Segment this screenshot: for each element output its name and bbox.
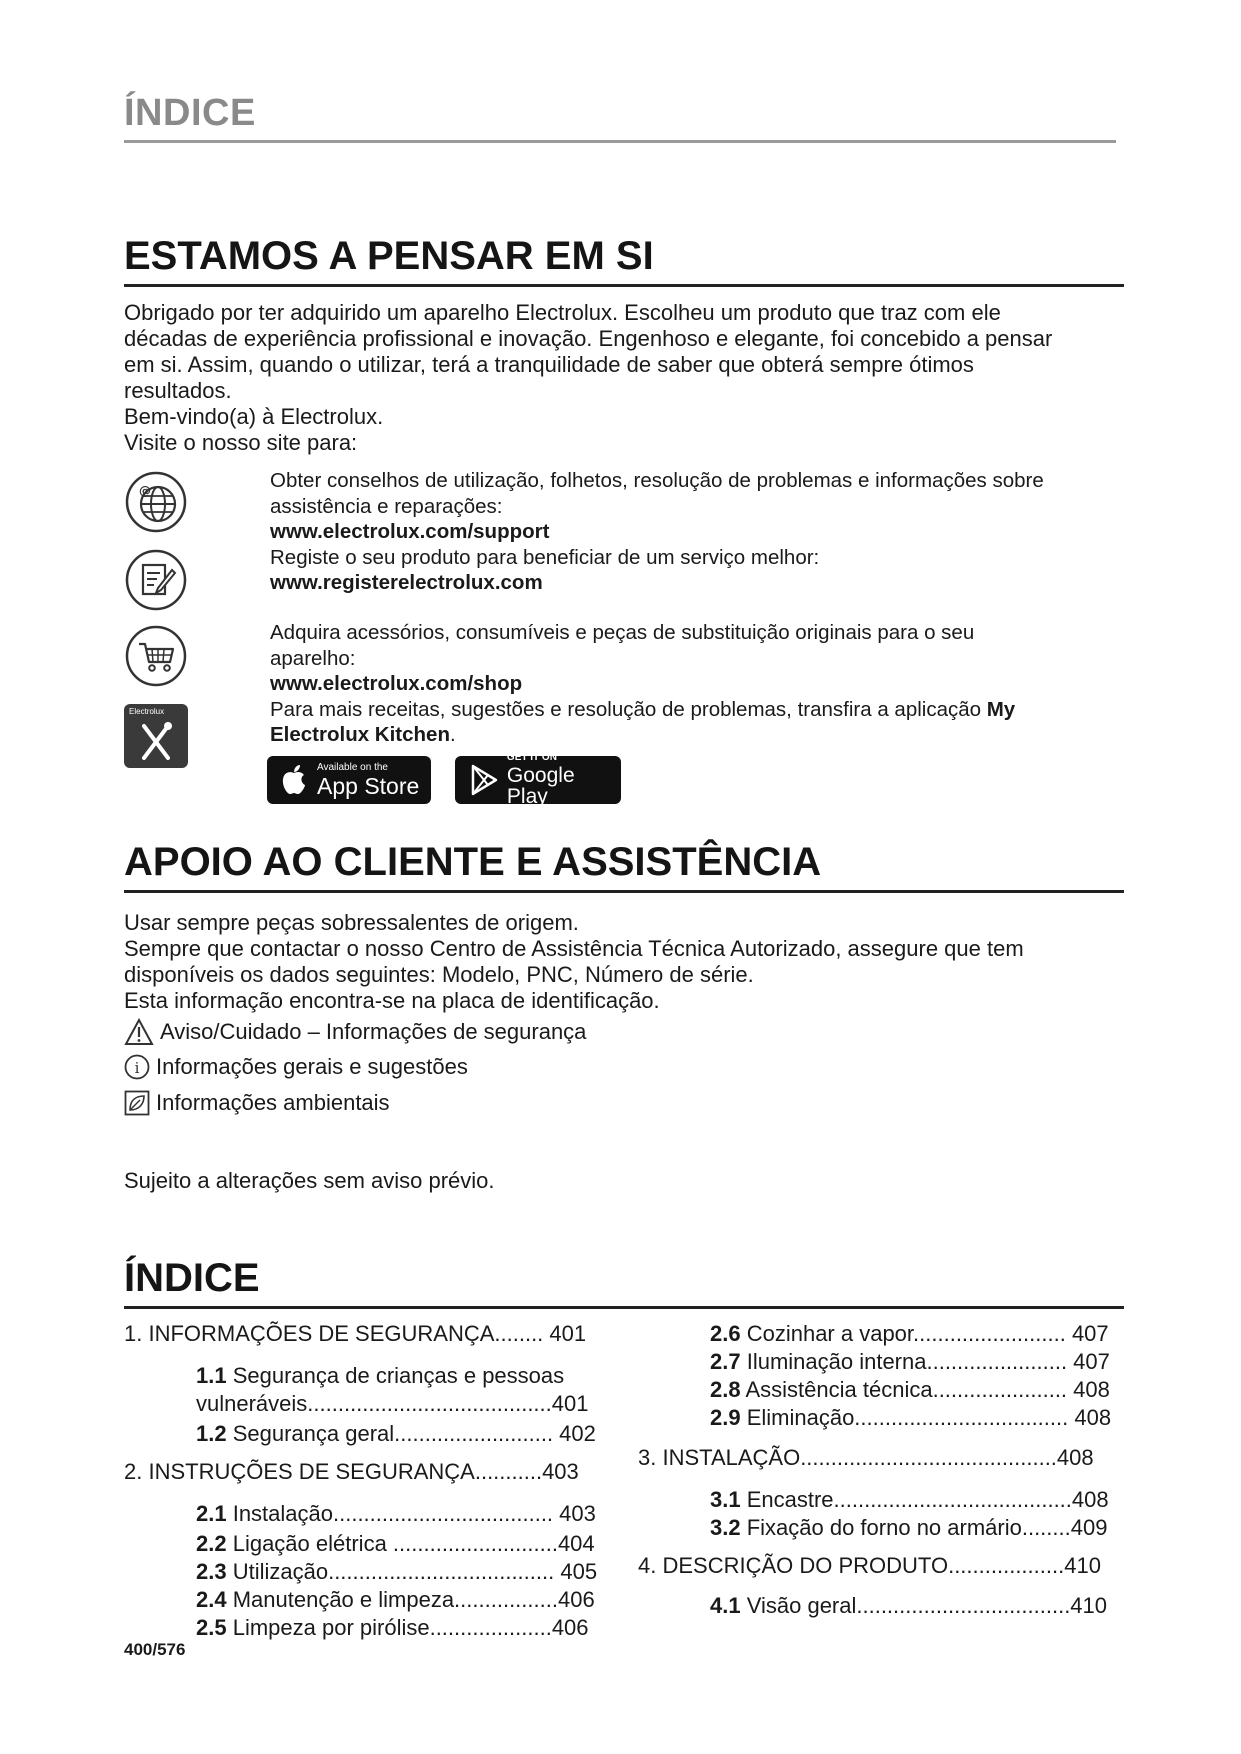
toc-entry-text: Fixação do forno no armário........409 bbox=[740, 1515, 1108, 1540]
toc-entry-num: 3.1 bbox=[710, 1487, 741, 1512]
register-document-icon bbox=[124, 548, 188, 612]
toc-entry-num: 2.4 bbox=[196, 1587, 227, 1612]
toc-entry-text: Cozinhar a vapor......................... 407 bbox=[740, 1321, 1109, 1346]
header-rule bbox=[124, 140, 1116, 143]
change-notice: Sujeito a alterações sem aviso prévio. bbox=[124, 1168, 495, 1193]
toc-entry-num: 2.6 bbox=[710, 1321, 741, 1346]
toc-entry[interactable]: 3. INSTALAÇÃO..........................................408 bbox=[638, 1445, 1094, 1470]
apple-icon bbox=[279, 763, 309, 797]
toc-entry-num: 2.8 bbox=[710, 1377, 741, 1402]
toc-entry-text: Segurança de crianças e pessoas bbox=[226, 1363, 565, 1388]
toc-entry-text: Limpeza por pirólise....................406 bbox=[226, 1615, 589, 1640]
support-line: Usar sempre peças sobressalentes de origem. bbox=[124, 910, 579, 935]
appstore-small-label: Available on the bbox=[317, 761, 388, 773]
svg-text:@: @ bbox=[139, 484, 151, 498]
toc-entry[interactable] bbox=[710, 1376, 1110, 1404]
shopping-cart-icon bbox=[124, 624, 188, 688]
globe-icon bbox=[124, 470, 188, 534]
intro-line: Obrigado por ter adquirido um aparelho Electrolux. Escolheu um produto que traz com ele bbox=[124, 300, 1001, 325]
gplay-big-label: Google Play bbox=[506, 764, 575, 808]
register-link[interactable]: www.registerelectrolux.com bbox=[270, 571, 543, 594]
intro-line: Visite o nosso site para: bbox=[124, 430, 358, 455]
toc-entry[interactable] bbox=[196, 1420, 596, 1448]
toc-entry-num: 1.2 bbox=[196, 1421, 227, 1446]
info-icon bbox=[124, 1054, 150, 1080]
intro-heading: ESTAMOS A PENSAR EM SI bbox=[124, 234, 654, 278]
fork-knife-icon bbox=[138, 720, 174, 762]
app-text: Para mais receitas, sugestões e resolução de problemas, transfira a aplicação bbox=[270, 697, 987, 721]
toc-entry-text: Visão geral...................................410 bbox=[740, 1593, 1108, 1618]
support-text: Obter conselhos de utilização, folhetos, resolução de problemas e informações sobre bbox=[270, 469, 1044, 492]
toc-entry[interactable] bbox=[710, 1486, 1109, 1514]
support-link[interactable]: www.electrolux.com/support bbox=[270, 520, 550, 543]
toc-entry-num: 2.5 bbox=[196, 1615, 227, 1640]
page-header-title: ÍNDICE bbox=[124, 92, 256, 134]
app-store-badge[interactable] bbox=[267, 756, 431, 804]
toc-entry-num: 2.3 bbox=[196, 1559, 227, 1584]
intro-line: em si. Assim, quando o utilizar, terá a tranquilidade de saber que obterá sempre ótimos bbox=[124, 352, 974, 377]
toc-entry[interactable]: 4. DESCRIÇÃO DO PRODUTO...................410 bbox=[638, 1553, 1101, 1578]
toc-entry-num: 2.2 bbox=[196, 1531, 227, 1556]
toc-entry-num: 1.1 bbox=[196, 1363, 227, 1388]
app-icon-brand-label: Electrolux bbox=[129, 707, 165, 716]
app-name: My bbox=[986, 697, 1016, 721]
app-period: . bbox=[450, 723, 456, 746]
toc-entry-text: Encastre.......................................408 bbox=[740, 1487, 1109, 1512]
support-rule bbox=[124, 890, 1124, 893]
toc-entry[interactable] bbox=[196, 1558, 597, 1586]
toc-entry-text: Utilização..................................... 405 bbox=[226, 1559, 598, 1584]
intro-line: Bem-vindo(a) à Electrolux. bbox=[124, 404, 384, 429]
toc-entry[interactable] bbox=[196, 1362, 564, 1390]
toc-entry[interactable] bbox=[710, 1592, 1107, 1620]
toc-entry[interactable] bbox=[196, 1530, 595, 1558]
electrolux-kitchen-app-icon bbox=[124, 704, 188, 768]
toc-entry[interactable]: 1. INFORMAÇÕES DE SEGURANÇA........ 401 bbox=[124, 1321, 587, 1346]
toc-entry-text: Manutenção e limpeza.................406 bbox=[226, 1587, 595, 1612]
leaf-icon bbox=[124, 1090, 150, 1116]
toc-entry-text: Assistência técnica...................... 408 bbox=[740, 1377, 1110, 1402]
toc-entry-text: Iluminação interna....................... 407 bbox=[740, 1349, 1110, 1374]
legend-info bbox=[124, 1054, 468, 1080]
legend-warning-label: Aviso/Cuidado – Informações de segurança bbox=[160, 1019, 587, 1044]
intro-text bbox=[124, 300, 1052, 456]
legend-info-label: Informações gerais e sugestões bbox=[156, 1054, 468, 1079]
page-number: 400/576 bbox=[124, 1640, 186, 1659]
app-name: Electrolux Kitchen bbox=[270, 723, 450, 746]
toc-entry-text: Instalação.................................... 403 bbox=[226, 1501, 596, 1526]
toc-entry[interactable] bbox=[196, 1500, 596, 1528]
support-block bbox=[270, 468, 1044, 596]
toc-rule bbox=[124, 1306, 1124, 1309]
toc-entry[interactable] bbox=[710, 1404, 1111, 1432]
toc-entry[interactable] bbox=[710, 1514, 1107, 1542]
support-line: disponíveis os dados seguintes: Modelo, PNC, Número de série. bbox=[124, 962, 754, 987]
support-line: Esta informação encontra-se na placa de identificação. bbox=[124, 988, 660, 1013]
toc-entry-text: Segurança geral.......................... 402 bbox=[226, 1421, 596, 1446]
appstore-big-label: App Store bbox=[317, 772, 420, 799]
support-line: Sempre que contactar o nosso Centro de Assistência Técnica Autorizado, assegure que tem bbox=[124, 936, 1024, 961]
toc-entry[interactable]: vulneráveis........................................401 bbox=[196, 1391, 589, 1416]
legend-environment-label: Informações ambientais bbox=[156, 1090, 390, 1115]
gplay-small-label: GET IT ON bbox=[506, 752, 557, 763]
toc-heading: ÍNDICE bbox=[124, 1256, 260, 1300]
toc-entry-text: Ligação elétrica ...........................404 bbox=[226, 1531, 595, 1556]
legend-environment bbox=[124, 1090, 390, 1116]
toc-entry[interactable] bbox=[196, 1614, 589, 1642]
shop-text: aparelho: bbox=[270, 646, 356, 670]
toc-entry-num: 4.1 bbox=[710, 1593, 741, 1618]
intro-line: resultados. bbox=[124, 378, 232, 403]
intro-rule bbox=[124, 284, 1124, 287]
toc-entry-num: 2.7 bbox=[710, 1349, 741, 1374]
toc-entry-num: 2.9 bbox=[710, 1405, 741, 1430]
shop-text: Adquira acessórios, consumíveis e peças de substituição originais para o seu bbox=[270, 621, 975, 644]
support-heading: APOIO AO CLIENTE E ASSISTÊNCIA bbox=[124, 840, 822, 884]
support-text-block bbox=[124, 910, 1024, 1014]
toc-entry-num: 3.2 bbox=[710, 1515, 741, 1540]
toc-entry[interactable] bbox=[196, 1586, 595, 1614]
legend-warning bbox=[124, 1018, 586, 1046]
toc-entry[interactable] bbox=[710, 1348, 1110, 1376]
toc-entry[interactable] bbox=[710, 1320, 1109, 1348]
toc-entry[interactable]: 2. INSTRUÇÕES DE SEGURANÇA...........403 bbox=[124, 1459, 579, 1484]
intro-line: décadas de experiência profissional e inovação. Engenhoso e elegante, foi concebido a pensar bbox=[124, 326, 1053, 351]
google-play-badge[interactable] bbox=[455, 752, 621, 808]
shop-link[interactable]: www.electrolux.com/shop bbox=[270, 672, 523, 695]
toc-entry-text: Eliminação................................... 408 bbox=[740, 1405, 1112, 1430]
shop-block bbox=[270, 620, 1015, 748]
play-icon bbox=[469, 764, 499, 796]
svg-text:i: i bbox=[134, 1059, 140, 1077]
support-text: assistência e reparações: bbox=[270, 494, 503, 518]
warning-icon bbox=[124, 1018, 154, 1046]
register-text: Registe o seu produto para beneficiar de um serviço melhor: bbox=[270, 545, 820, 569]
toc-entry-num: 2.1 bbox=[196, 1501, 227, 1526]
